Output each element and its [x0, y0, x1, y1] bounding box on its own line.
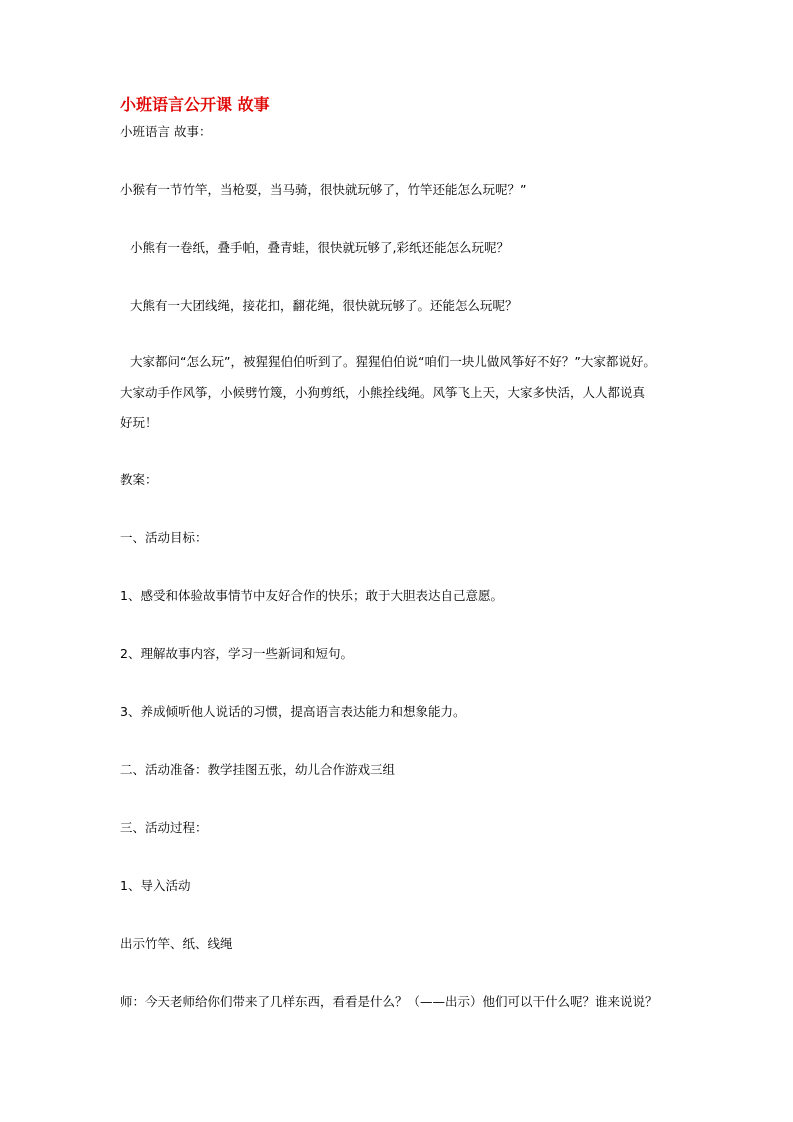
goal-1: 1、感受和体验故事情节中友好合作的快乐；敢于大胆表达自己意愿。 — [120, 588, 503, 603]
step-1: 1、导入活动 — [120, 878, 191, 893]
section-2: 二、活动准备：教学挂图五张，幼儿合作游戏三组 — [120, 762, 396, 777]
document-title: 小班语言公开课 故事 — [120, 95, 270, 114]
story-paragraph-4: 大家都问“怎么玩”，被猩猩伯伯听到了。猩猩伯伯说“咱们一块儿做风筝好不好？”大家都说好。 — [130, 354, 656, 369]
story-paragraph-3: 大熊有一大团线绳，接花扣，翻花绳，很快就玩够了。还能怎么玩呢？ — [130, 298, 518, 313]
story-paragraph-4-line-2: 大家动手作风筝，小候劈竹篾，小狗剪纸，小熊拴线绳。风筝飞上天，大家多快活，人人都说真 — [120, 385, 646, 400]
document-subtitle: 小班语言 故事： — [120, 124, 212, 139]
teacher-line: 师：今天老师给你们带来了几样东西，看看是什么？（——出示）他们可以干什么呢？谁来说说？ — [120, 994, 658, 1009]
goal-2: 2、理解故事内容，学习一些新词和短句。 — [120, 646, 353, 661]
lesson-heading: 教案： — [120, 472, 158, 487]
story-paragraph-4-line-3: 好玩！ — [120, 415, 158, 430]
story-paragraph-2: 小熊有一卷纸，叠手帕，叠青蛙，很快就玩够了,彩纸还能怎么玩呢？ — [130, 240, 509, 255]
show-items: 出示竹竿、纸、线绳 — [120, 936, 233, 951]
story-paragraph-1: 小猴有一节竹竿，当枪耍，当马骑，很快就玩够了，竹竿还能怎么玩呢？” — [120, 182, 527, 197]
section-3-heading: 三、活动过程： — [120, 820, 208, 835]
goal-3: 3、养成倾听他人说话的习惯，提高语言表达能力和想象能力。 — [120, 704, 466, 719]
section-1-heading: 一、活动目标： — [120, 530, 208, 545]
